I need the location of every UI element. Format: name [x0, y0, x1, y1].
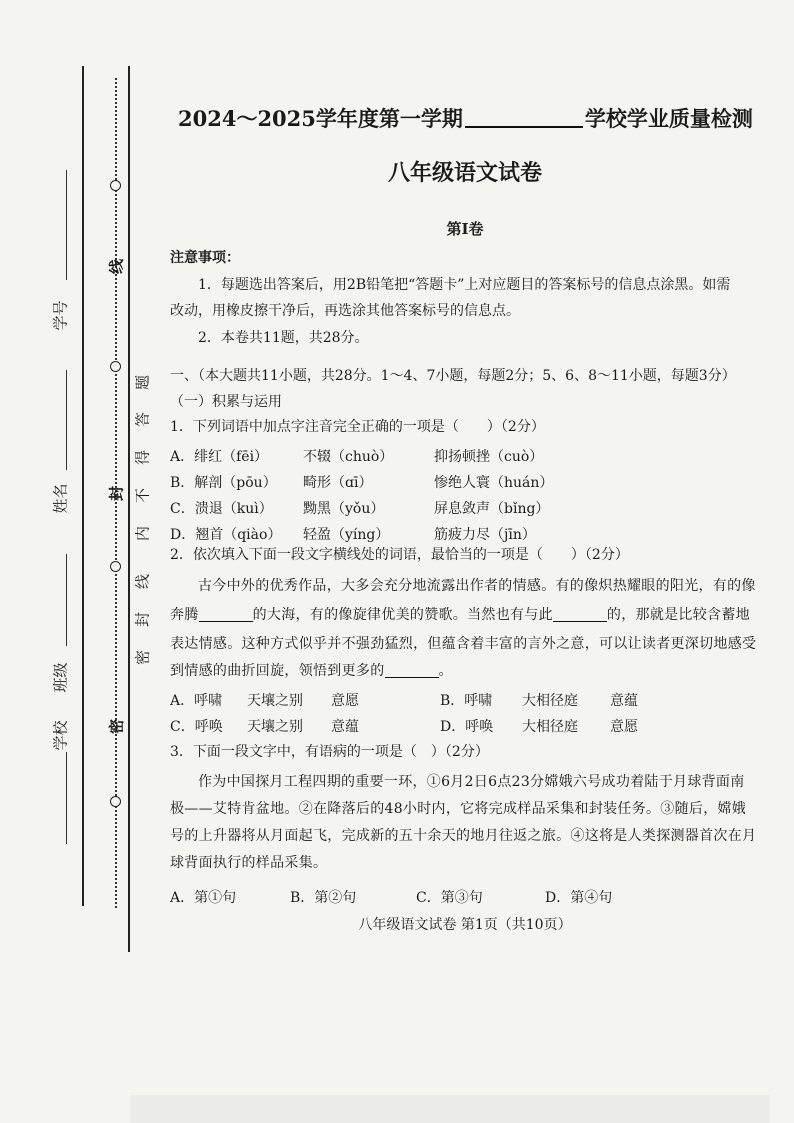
- q3-option-c: C．第③句: [416, 890, 483, 906]
- binding-inner-line: [128, 66, 130, 952]
- binding-char: 线: [133, 574, 152, 590]
- q1-option-a: 不辍（chuò）: [303, 449, 394, 465]
- q2-option-b: 大相径庭: [522, 693, 578, 709]
- q2-option-a: A．呼啸: [170, 693, 223, 709]
- q1-option-a: 抑扬顿挫（cuò）: [434, 449, 544, 465]
- title-right: 学校学业质量检测: [584, 106, 753, 131]
- binding-char: 答: [133, 412, 152, 428]
- q2-text: 的大海，有的像旋律优美的赞歌。当然也有与此: [252, 607, 553, 623]
- q2-passage-line: 古今中外的优秀作品，大多会充分地流露出作者的情感。有的像炽热耀眼的阳光，有的像: [198, 578, 756, 594]
- q2-option-d: 大相径庭: [522, 719, 578, 735]
- q1-option-d: 轻盈（yíng）: [303, 527, 390, 543]
- q3-passage-line: 球背面执行的样品采集。: [170, 855, 328, 871]
- q2-option-d: 意愿: [610, 719, 638, 735]
- q3-passage-line: 作为中国探月工程四期的重要一环，①6月2日6点23分嫦娥六号成功着陆于月球背面南: [198, 774, 745, 790]
- q2-passage-line: 表达情感。这种方式似乎并不强劲猛烈，但蕴含着丰富的言外之意，可以让读者更深切地感受: [170, 636, 757, 652]
- binding-hole: [110, 361, 121, 372]
- binding-hole: [110, 180, 121, 191]
- q2-option-b: 意蕴: [610, 693, 638, 709]
- student-id-label: 学号: [51, 300, 70, 331]
- exam-subtitle: 八年级语文试卷: [387, 160, 542, 186]
- binding-char: 内: [133, 526, 152, 542]
- page-title: [178, 103, 753, 133]
- part-heading: 第Ⅰ卷: [446, 220, 484, 238]
- q1-option-c: 黝黑（yǒu）: [303, 501, 385, 517]
- notice-heading: 注意事项：: [170, 250, 240, 266]
- scan-shadow: [130, 1095, 770, 1123]
- binding-hole: [110, 796, 121, 807]
- binding-char: 题: [133, 375, 152, 391]
- question-3-stem: 3．下面一段文字中，有语病的一项是（ ）（2分）: [170, 744, 489, 760]
- q1-option-b: B．解剖（pōu）: [170, 475, 277, 491]
- q1-option-a: A．绯红（fēi）: [170, 449, 269, 465]
- q2-option-c: C．呼唤: [170, 719, 223, 735]
- question-2-stem: 2．依次填入下面一段文字横线处的词语，最恰当的一项是（ ）（2分）: [170, 547, 629, 563]
- binding-char: 密: [133, 650, 152, 666]
- q3-passage-line: 极——艾特肯盆地。②在降落后的48小时内，它将完成样品采集和封装任务。③随后，嫦娥: [170, 801, 747, 817]
- q2-option-b: B．呼啸: [440, 693, 493, 709]
- q2-option-d: D．呼唤: [440, 719, 494, 735]
- q2-passage-line: [170, 658, 453, 684]
- q3-option-d: D．第④句: [545, 890, 613, 906]
- q2-option-c: 天壤之别: [247, 719, 303, 735]
- class-line: [66, 554, 67, 646]
- q2-blank-1[interactable]: [199, 606, 253, 622]
- q1-option-d: D．翘首（qiào）: [170, 527, 282, 543]
- q2-blank-2[interactable]: [553, 606, 607, 622]
- page-footer: 八年级语文试卷 第1页（共10页）: [358, 917, 572, 933]
- school-line: [66, 752, 67, 844]
- school-name-blank[interactable]: [465, 108, 583, 128]
- q1-option-b: 惨绝人寰（huán）: [434, 475, 554, 491]
- q1-option-c: C．溃退（kuì）: [170, 501, 273, 517]
- name-label: 姓名: [51, 483, 70, 514]
- school-label: 学校: [51, 720, 70, 751]
- q1-option-b: 畸形（ɑī）: [303, 475, 373, 491]
- q3-option-b: B．第②句: [290, 890, 357, 906]
- binding-outer-line: [82, 66, 84, 906]
- binding-char: 线: [107, 259, 126, 275]
- notice-item-1: 1．每题选出答案后，用2B铅笔把“答题卡”上对应题目的答案标号的信息点涂黑。如需: [198, 277, 731, 293]
- subsection-heading: （一）积累与运用: [170, 394, 282, 410]
- q3-passage-line: 号的上升器将从月面起飞，完成新的五十余天的地月往返之旅。④这将是人类探测器首次在月: [170, 828, 757, 844]
- q2-text: 的，那就是比较含蓄地: [606, 607, 750, 623]
- question-1-stem: 1．下列词语中加点字注音完全正确的一项是（ ）（2分）: [170, 419, 545, 435]
- q2-passage-line: [170, 602, 750, 628]
- binding-char: 封: [133, 612, 152, 628]
- binding-char: 不: [133, 488, 152, 504]
- binding-char: 密: [107, 719, 126, 735]
- notice-item-2: 2．本卷共11题，共28分。: [198, 330, 369, 346]
- notice-item-1-cont: 改动，用橡皮擦干净后，再选涂其他答案标号的信息点。: [170, 303, 520, 319]
- title-left: 2024～2025学年度第一学期: [178, 106, 463, 131]
- q2-option-a: 天壤之别: [247, 693, 303, 709]
- q3-option-a: A．第①句: [170, 890, 237, 906]
- binding-char: 封: [107, 486, 126, 502]
- binding-char: 得: [133, 450, 152, 466]
- student-id-line: [66, 170, 67, 280]
- class-label: 班级: [51, 662, 70, 693]
- q1-option-c: 屏息敛声（bǐng）: [434, 501, 550, 517]
- q1-option-d: 筋疲力尽（jīn）: [434, 527, 536, 543]
- section-heading: 一、（本大题共11小题，共28分。1～4、7小题，每题2分；5、6、8～11小题，每题3分）: [170, 368, 736, 384]
- q2-text: 。: [438, 663, 453, 679]
- binding-hole: [110, 561, 121, 572]
- q2-option-a: 意愿: [331, 693, 359, 709]
- name-line: [66, 370, 67, 470]
- q2-option-c: 意蕴: [331, 719, 359, 735]
- q2-blank-3[interactable]: [385, 662, 439, 678]
- q2-text: 到情感的曲折回旋，领悟到更多的: [170, 663, 385, 679]
- q2-text: 奔腾: [170, 607, 199, 623]
